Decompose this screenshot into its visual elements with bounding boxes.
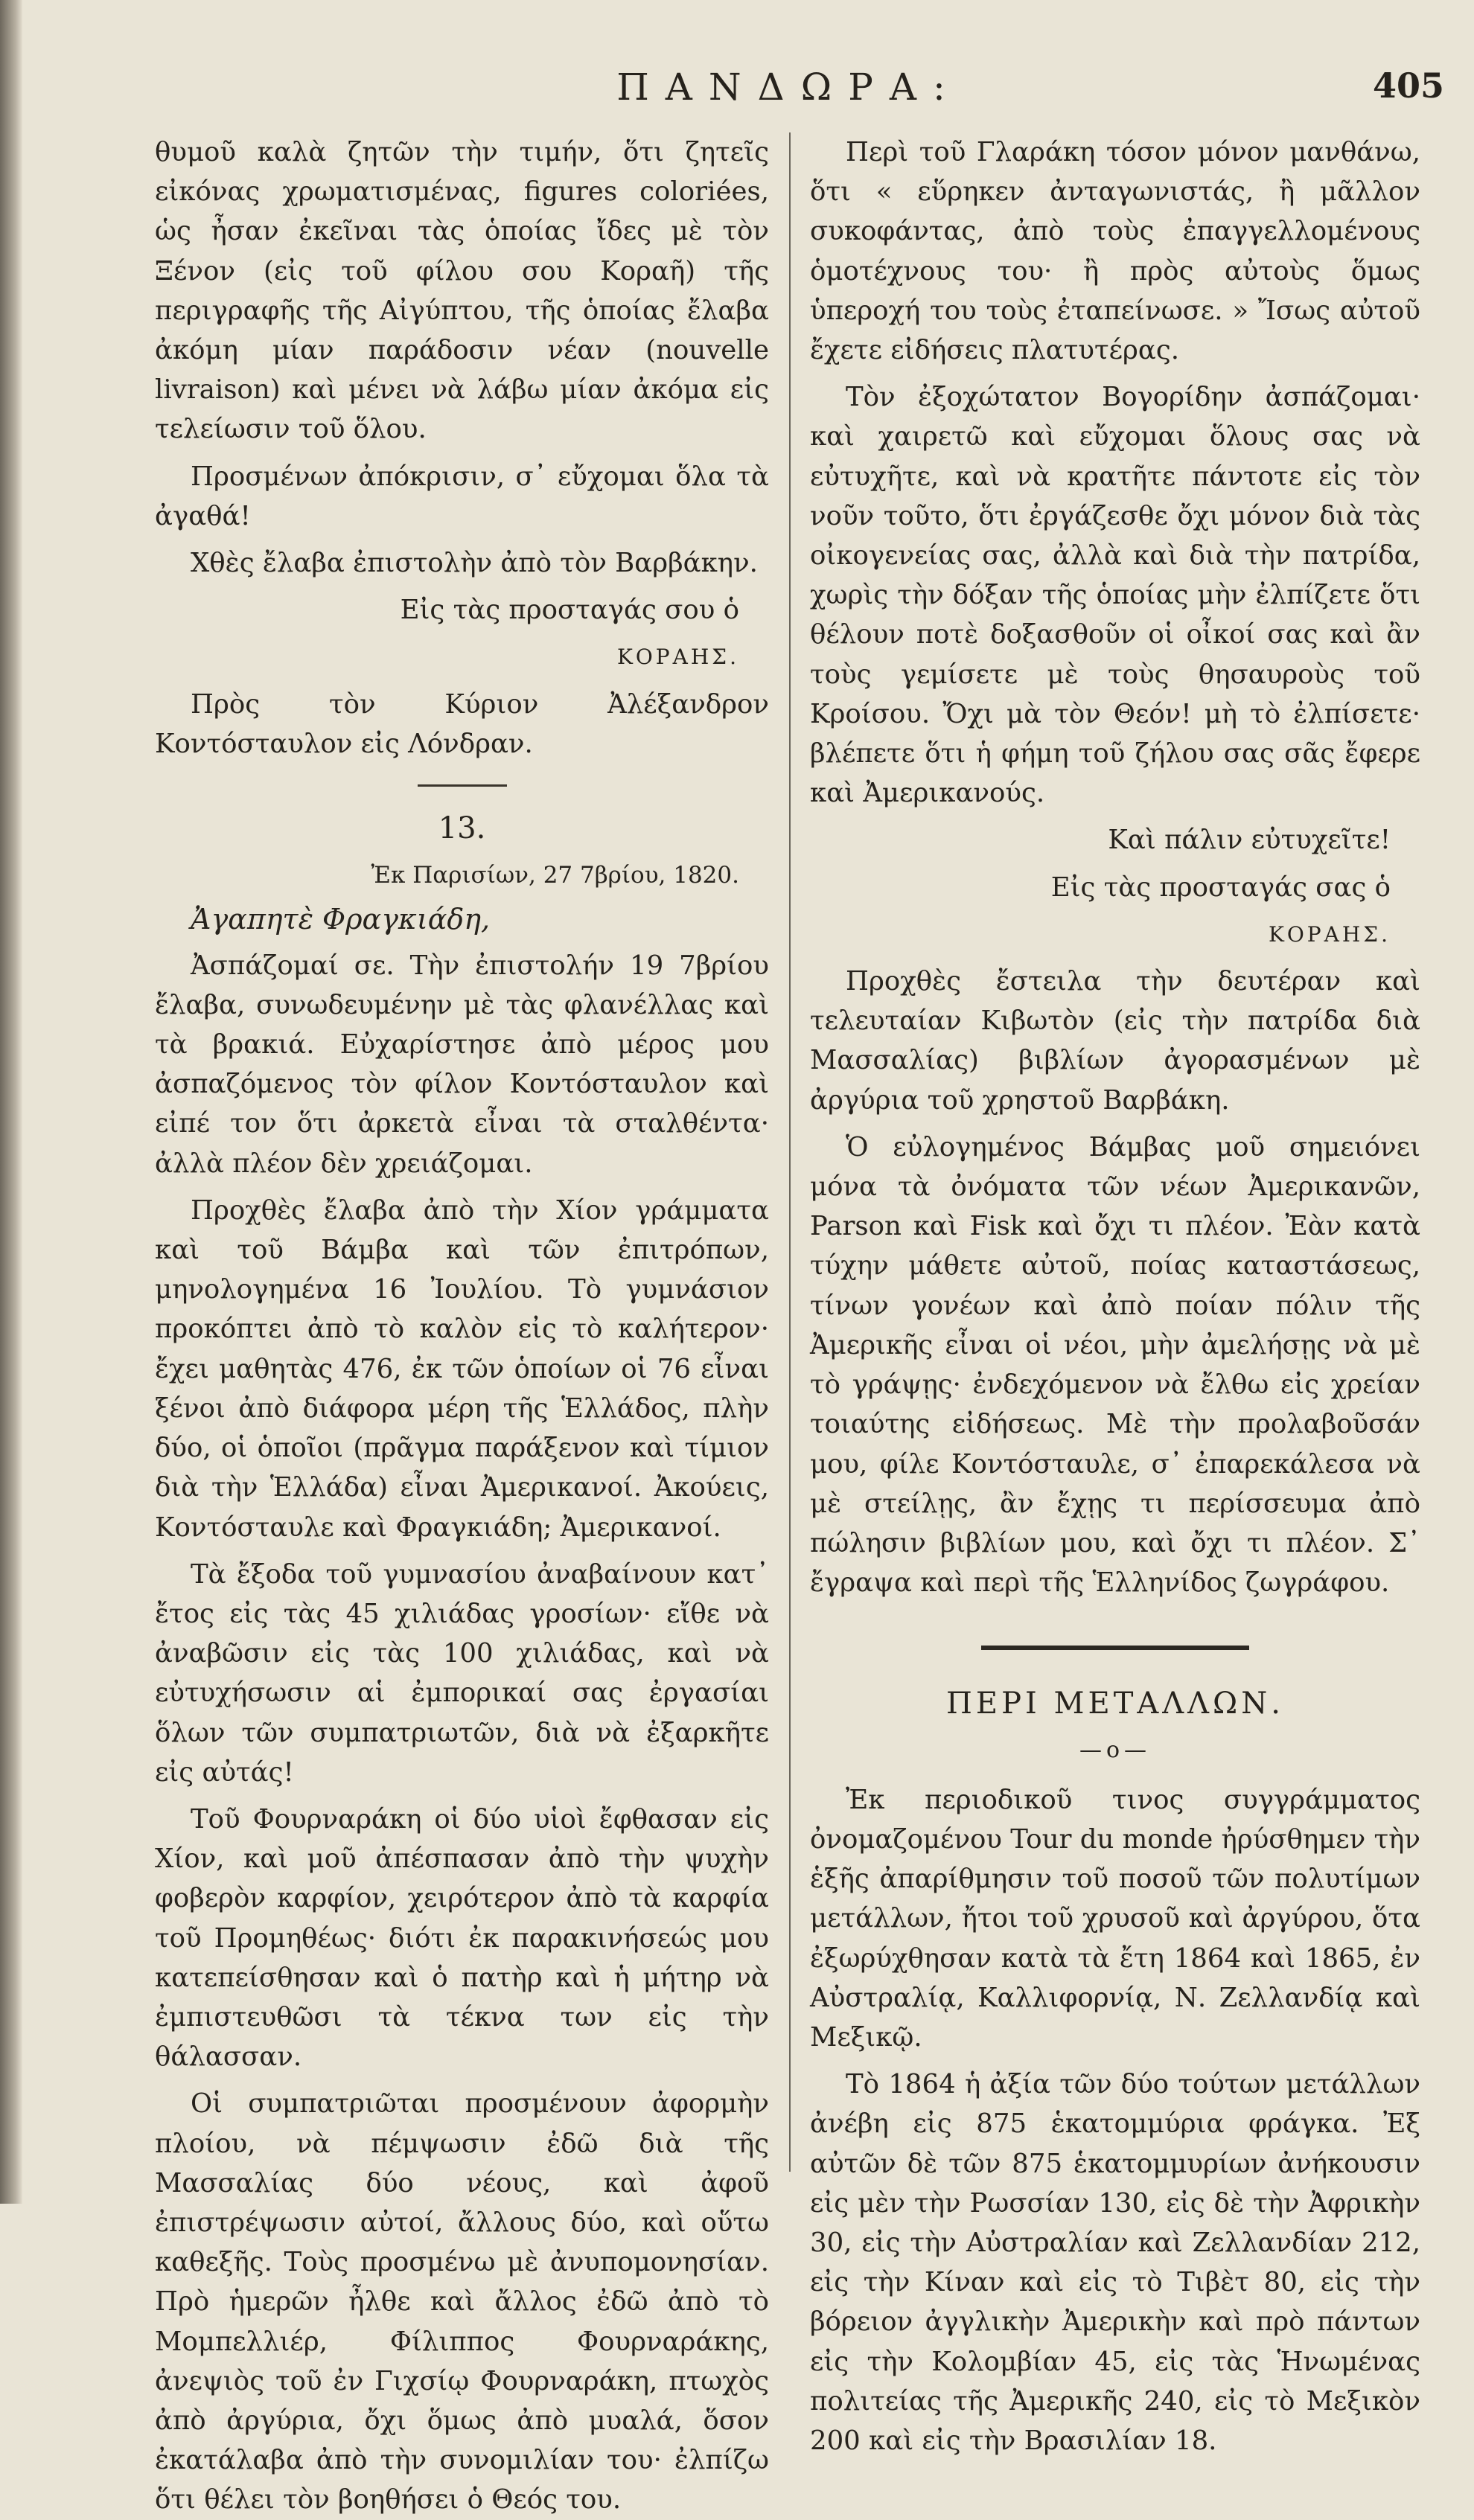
paragraph: Περὶ τοῦ Γλαράκη τόσον μόνον μανθάνω, ὅτι « εὕρηκεν ἀνταγωνιστάς, ἢ μᾶλλον συκοφάντας, ἀπὸ τοὺς ἐπαγγελλομένους ὁμοτέχνους του· ἢ πρὸς αὐτοὺς ὅμως ὑπεροχή του τοὺς ἐταπείνωσε. » Ἴσως αὐτοῦ ἔχετε εἰδήσεις πλατυτέρας. [810, 137, 1420, 366]
paragraph: Τὸ 1864 ἡ ἀξία τῶν δύο τούτων μετάλλων ἀνέβη εἰς 875 ἑκατομμύρια φράγκα. Ἐξ αὐτῶν δὲ τῶν 875 ἑκατομμυρίων ἀνήκουσιν εἰς μὲν τὴν Ρωσσίαν 130, εἰς δὲ τὴν Ἀφρικὴν 30, εἰς τὴν Αὐστραλίαν καὶ Ζελλανδίαν 212, εἰς τὴν Κίναν καὶ εἰς τὸ Τιβὲτ 80, εἰς τὴν βόρειον ἀγγλικὴν Ἀμερικὴν καὶ πρὸ πάντων εἰς τὴν Κολομβίαν 45, εἰς τὰς Ἡνωμένας πολιτείας τῆς Ἀμερικῆς 240, εἰς τὸ Μεξικὸν 200 καὶ εἰς τὴν Βρασιλίαν 18. [810, 2069, 1420, 2456]
paragraph: Προσμένων ἀπόκρισιν, σ᾿ εὔχομαι ὅλα τὰ ἀγαθά! [155, 461, 769, 531]
paragraph: Ὁ εὐλογημένος Βάμβας μοῦ σημειόνει μόνα τὰ ὀνόματα τῶν νέων Ἀμερικανῶν, Parson καὶ Fisk καὶ ὄχι τι πλέον. Ἐὰν κατὰ τύχην μάθετε αὐτοῦ, ποίας καταστάσεως, τίνων γονέων καὶ ἀπὸ ποίαν πόλιν τῆς Ἀμερικῆς εἶναι οἱ νέοι, μὴν ἀμελήσῃς νὰ μὲ τὸ γράψῃς· ἐνδεχόμενον νὰ ἔλθω εἰς χρείαν τοιαύτης εἰδήσεως. Μὲ τὴν προλαβοῦσάν μου, φίλε Κοντόσταυλε, σ᾿ ἐπαρεκάλεσα νὰ μὲ στείλῃς, ἂν ἔχῃς τι περίσσευμα ἀπὸ πώλησιν βιβλίων μου, καὶ ὄχι τι πλέον. Σ᾿ ἔγραψα καὶ περὶ τῆς Ἑλληνίδος ζωγράφου. [810, 1131, 1420, 1599]
section-rule [418, 784, 507, 787]
section-title: ΠΕΡΙ ΜΕΤΑΛΛΩΝ. [946, 1686, 1284, 1721]
letter-dateline: Ἐκ Παρισίων, 27 7βρίου, 1820. [371, 862, 739, 889]
left-column [155, 132, 769, 2516]
paragraph: Ἐκ περιοδικοῦ τινος συγγράμματος ὀνομαζομένου Tour du monde ἠρύσθημεν τὴν ἑξῆς ἀπαρίθμησιν τοῦ ποσοῦ τῶν πολυτίμων μετάλλων, ἤτοι τοῦ χρυσοῦ καὶ ἀργύρου, ὅτα ἐξωρύχθησαν κατὰ τὰ ἔτη 1864 καὶ 1865, ἐν Αὐστραλίᾳ, Καλλιφορνίᾳ, Ν. Ζελλανδίᾳ καὶ Μεξικῷ. [810, 1784, 1420, 2053]
right-column [810, 132, 1420, 2456]
letter-signature: ΚΟΡΑΗΣ. [1268, 921, 1391, 947]
paragraph: Προχθὲς ἔλαβα ἀπὸ τὴν Χίον γράμματα καὶ τοῦ Βάμβα καὶ τῶν ἐπιτρόπων, μηνολογημένα 16 Ἰουλίου. Τὸ γυμνάσιον προκόπτει ἀπὸ τὸ καλὸν εἰς τὸ καλήτερον· ἔχει μαθητὰς 476, ἐκ τῶν ὁποίων οἱ 76 εἶναι ξένοι ἀπὸ διάφορα μέρη τῆς Ἑλλάδος, πλὴν δύο, οἱ ὁποῖοι (πρᾶγμα παράξενον καὶ τίμιον διὰ τὴν Ἑλλάδα) εἶναι Ἀμερικανοί. Ἀκούεις, Κοντόσταυλε καὶ Φραγκιάδη; Ἀμερικανοί. [155, 1195, 769, 1543]
letter-closing: Εἰς τὰς προσταγάς σου ὁ [400, 595, 739, 626]
letter-farewell: Καὶ πάλιν εὐτυχεῖτε! [1108, 825, 1391, 856]
running-head [0, 61, 1474, 121]
journal-title: ΠΑΝΔΩΡΑ: [616, 65, 962, 109]
ornament-dash: —ο— [1079, 1736, 1152, 1763]
paragraph: Ἀσπάζομαί σε. Τὴν ἐπιστολήν 19 7βρίου ἔλαβα, συνωδευμένην μὲ τὰς φλανέλλας καὶ τὰ βρακιά. Εὐχαρίστησε ἀπὸ μέρος μου ἀσπαζόμενος τὸν φίλον Κοντόσταυλον καὶ εἰπέ τον ὅτι ἀρκετὰ εἶναι τὰ σταλθέντα· ἀλλὰ πλέον δὲν χρειάζομαι. [155, 950, 769, 1179]
paragraph: Τοῦ Φουρναράκη οἱ δύο υἱοὶ ἔφθασαν εἰς Χίον, καὶ μοῦ ἀπέσπασαν ἀπὸ τὴν ψυχὴν φοβερὸν καρφίον, χειρότερον ἀπὸ τὰ καρφία τοῦ Προμηθέως· διότι ἐκ παρακινήσεώς μου κατεπείσθησαν καὶ ὁ πατὴρ καὶ ἡ μήτηρ νὰ ἐμπιστευθῶσι τὰ τέκνα των εἰς τὴν θάλασσαν. [155, 1803, 769, 2073]
book-binding-edge [0, 0, 22, 2204]
paragraph: Οἱ συμπατριῶται προσμένουν ἀφορμὴν πλοίου, νὰ πέμψωσιν ἐδῶ διὰ τῆς Μασσαλίας δύο νέους, καὶ ἀφοῦ ἐπιστρέψωσιν αὐτοί, ἄλλους δύο, καὶ οὕτω καθεξῆς. Τοὺς προσμένω μὲ ἀνυπομονησίαν. Πρὸ ἡμερῶν ἦλθε καὶ ἄλλος ἐδῶ ἀπὸ τὸ Μομπελλιέρ, Φίλιππος Φουρναράκης, ἀνεψιὸς τοῦ ἐν Γιχσίῳ Φουρναράκη, πτωχὸς ἀπὸ ἀργύρια, ὄχι ὅμως ἀπὸ μυαλά, ὅσον ἐκατάλαβα ἀπὸ τὴν συνομιλίαν του· ἐλπίζω ὅτι θέλει τὸν βοηθήσει ὁ Θεός του. [155, 2088, 769, 2516]
letter-greeting: Ἀγαπητὲ Φραγκιάδη, [191, 903, 491, 936]
page-number: 405 [1372, 65, 1444, 106]
letter-closing: Εἰς τὰς προσταγάς σας ὁ [1050, 872, 1391, 903]
letter-signature: ΚΟΡΑΗΣ. [616, 645, 739, 670]
column-divider [789, 132, 791, 2172]
paragraph: θυμοῦ καλὰ ζητῶν τὴν τιμήν, ὅτι ζητεῖς εἰκόνας χρωματισμένας, figures coloriées, ὡς ἦσαν ἐκεῖναι τὰς ὁποίας ἴδες μὲ τὸν Ξένον (εἰς τοῦ φίλου σου Κοραῆ) τῆς περιγραφῆς τῆς Αἰγύπτου, τῆς ὁποίας ἔλαβα ἀκόμη μίαν παράδοσιν νέαν (nouvelle livraison) καὶ μένει νὰ λάβω μίαν ἀκόμα εἰς τελείωσιν τοῦ ὅλου. [155, 137, 769, 445]
paragraph: Προχθὲς ἔστειλα τὴν δευτέραν καὶ τελευταίαν Κιβωτὸν (εἰς τὴν πατρίδα διὰ Μασσαλίας) βιβλίων ἀγορασμένων μὲ ἀργύρια τοῦ χρηστοῦ Βαρβάκη. [810, 966, 1420, 1116]
letter-number: 13. [438, 811, 486, 846]
paragraph: Τὰ ἔξοδα τοῦ γυμνασίου ἀναβαίνουν κατ᾿ ἔτος εἰς τὰς 45 χιλιάδας γροσίων· εἴθε νὰ ἀναβῶσιν εἰς τὰς 100 χιλιάδας, καὶ νὰ εὐτυχήσωσιν αἱ ἐμπορικαί σας ἐργασίαι ὅλων τῶν συμπατριωτῶν, διὰ νὰ ἐξαρκῆτε εἰς αὐτάς! [155, 1558, 769, 1788]
section-rule [981, 1646, 1249, 1650]
letter-address: Πρὸς τὸν Κύριον Ἀλέξανδρον Κοντόσταυλον εἰς Λόνδραν. [155, 688, 769, 759]
paragraph: Τὸν ἐξοχώτατον Βογορίδην ἀσπάζομαι· καὶ χαιρετῶ καὶ εὔχομαι ὅλους σας νὰ εὐτυχῆτε, καὶ νὰ κρατῆτε πάντοτε εἰς τὸν νοῦν τοῦτο, ὅτι ἐργάζεσθε ὄχι μόνον διὰ τὰς οἰκογενείας σας, ἀλλὰ καὶ διὰ τὴν πατρίδα, χωρὶς τὴν δόξαν τῆς ὁποίας μὴν ἐλπίζετε ὅτι θέλουν ποτὲ δοξασθοῦν οἱ οἶκοί σας καὶ ἂν τοὺς γεμίσετε μὲ τοὺς θησαυροὺς τοῦ Κροίσου. Ὄχι μὰ τὸν Θεόν! μὴ τὸ ἐλπίσετε· βλέπετε ὅτι ἡ φήμη τοῦ ζήλου σας σᾶς ἔφερε καὶ Ἀμερικανούς. [810, 382, 1420, 809]
paragraph: Χθὲς ἔλαβα ἐπιστολὴν ἀπὸ τὸν Βαρβάκην. [191, 548, 758, 579]
